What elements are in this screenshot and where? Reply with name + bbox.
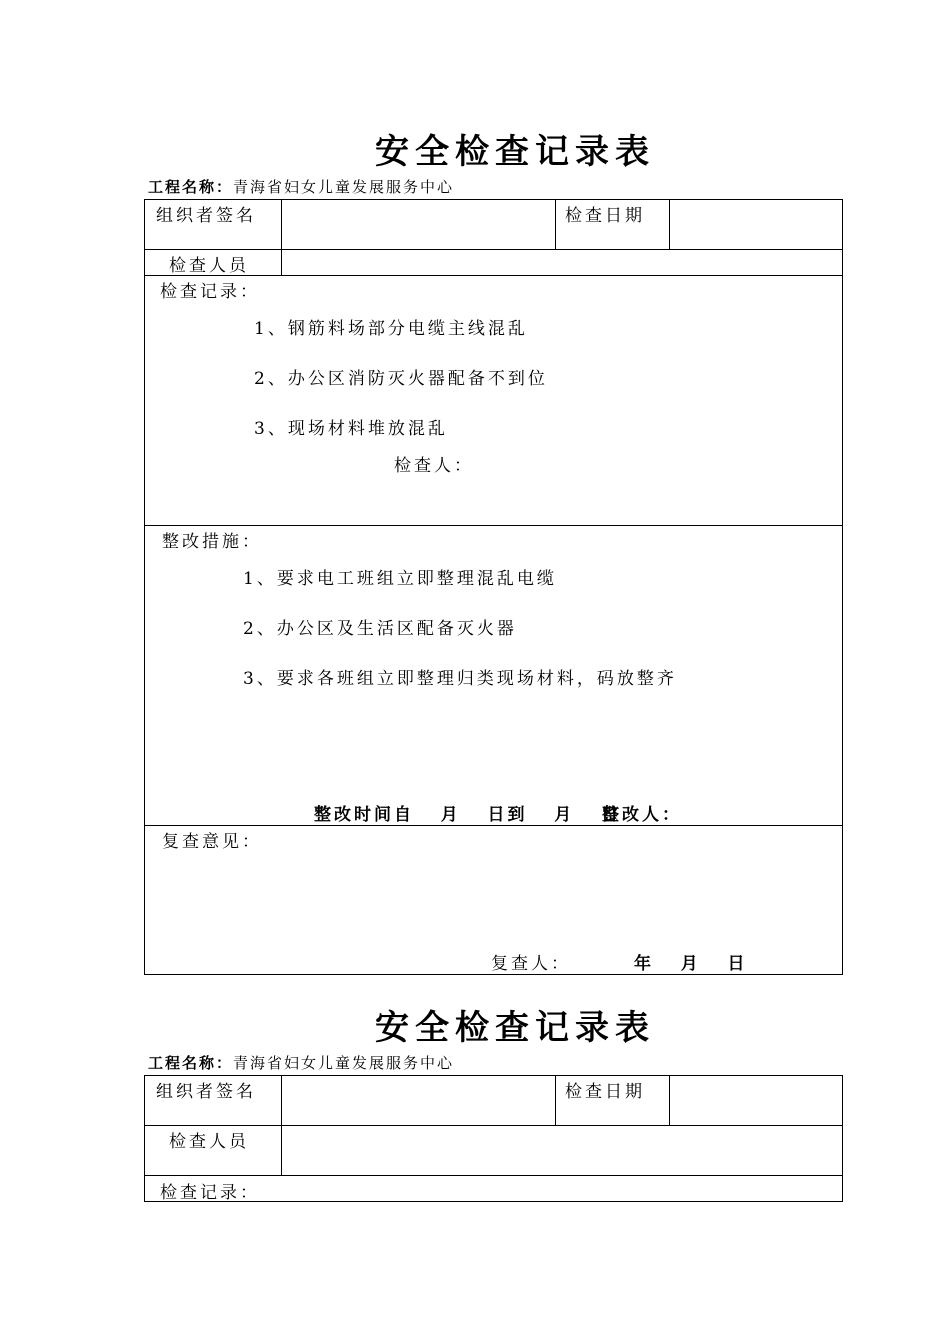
rectify-time: 整改时间自 月 日到 月 日 [314, 805, 622, 825]
project-label: 工程名称： [148, 178, 234, 196]
date-field[interactable] [671, 201, 840, 247]
project-label: 工程名称： [148, 1054, 234, 1072]
measure-item: 1、要求电工班组立即整理混乱电缆 [243, 569, 557, 589]
row-divider-3 [144, 525, 843, 526]
rectifier-label: 整改人： [602, 805, 682, 825]
project-name-row [148, 1052, 454, 1073]
row-divider-4 [144, 825, 843, 826]
measures-label: 整改措施： [162, 532, 262, 552]
date-label: 检查日期 [565, 1082, 645, 1102]
form-title: 安全检查记录表 [375, 1008, 655, 1048]
table-border-right [842, 199, 843, 975]
project-value: 青海省妇女儿童发展服务中心 [233, 178, 455, 196]
table-border-right [842, 1075, 843, 1202]
record-label: 检查记录： [160, 282, 260, 302]
project-value: 青海省妇女儿童发展服务中心 [233, 1054, 455, 1072]
review-date: 年 月 日 [634, 954, 748, 974]
table-border-top [144, 1075, 843, 1076]
organizer-signature-field[interactable] [283, 201, 553, 247]
inspectors-label: 检查人员 [169, 256, 249, 276]
col-divider-3 [669, 1075, 670, 1126]
record-item: 3、现场材料堆放混乱 [254, 419, 448, 439]
table-border-left [144, 1075, 145, 1202]
inspector-signature-label: 检查人： [394, 456, 474, 476]
form-title: 安全检查记录表 [375, 132, 655, 172]
record-label: 检查记录： [160, 1183, 260, 1203]
organizer-label: 组织者签名 [156, 206, 256, 226]
inspectors-label: 检查人员 [169, 1132, 249, 1152]
organizer-signature-field[interactable] [283, 1077, 553, 1123]
review-label: 复查意见： [162, 832, 262, 852]
record-item: 1、钢筋料场部分电缆主线混乱 [254, 319, 528, 339]
col-divider-3 [669, 199, 670, 250]
record-item: 2、办公区消防灭火器配备不到位 [254, 369, 548, 389]
inspectors-field[interactable] [283, 1127, 840, 1173]
date-label: 检查日期 [565, 206, 645, 226]
col-divider-2 [555, 1075, 556, 1126]
organizer-label: 组织者签名 [156, 1082, 256, 1102]
table-border-top [144, 199, 843, 200]
row-divider-2 [144, 1175, 843, 1176]
row-divider-1 [144, 1125, 843, 1126]
inspectors-field[interactable] [283, 251, 840, 273]
project-name-row [148, 176, 454, 197]
table-border-left [144, 199, 145, 975]
measure-item: 2、办公区及生活区配备灭火器 [243, 619, 517, 639]
row-divider-1 [144, 249, 843, 250]
col-divider-2 [555, 199, 556, 250]
reviewer-label: 复查人： [491, 954, 571, 974]
col-divider-1 [281, 199, 282, 276]
table-border-bottom [144, 974, 843, 975]
date-field[interactable] [671, 1077, 840, 1123]
measure-item: 3、要求各班组立即整理归类现场材料，码放整齐 [243, 669, 677, 689]
